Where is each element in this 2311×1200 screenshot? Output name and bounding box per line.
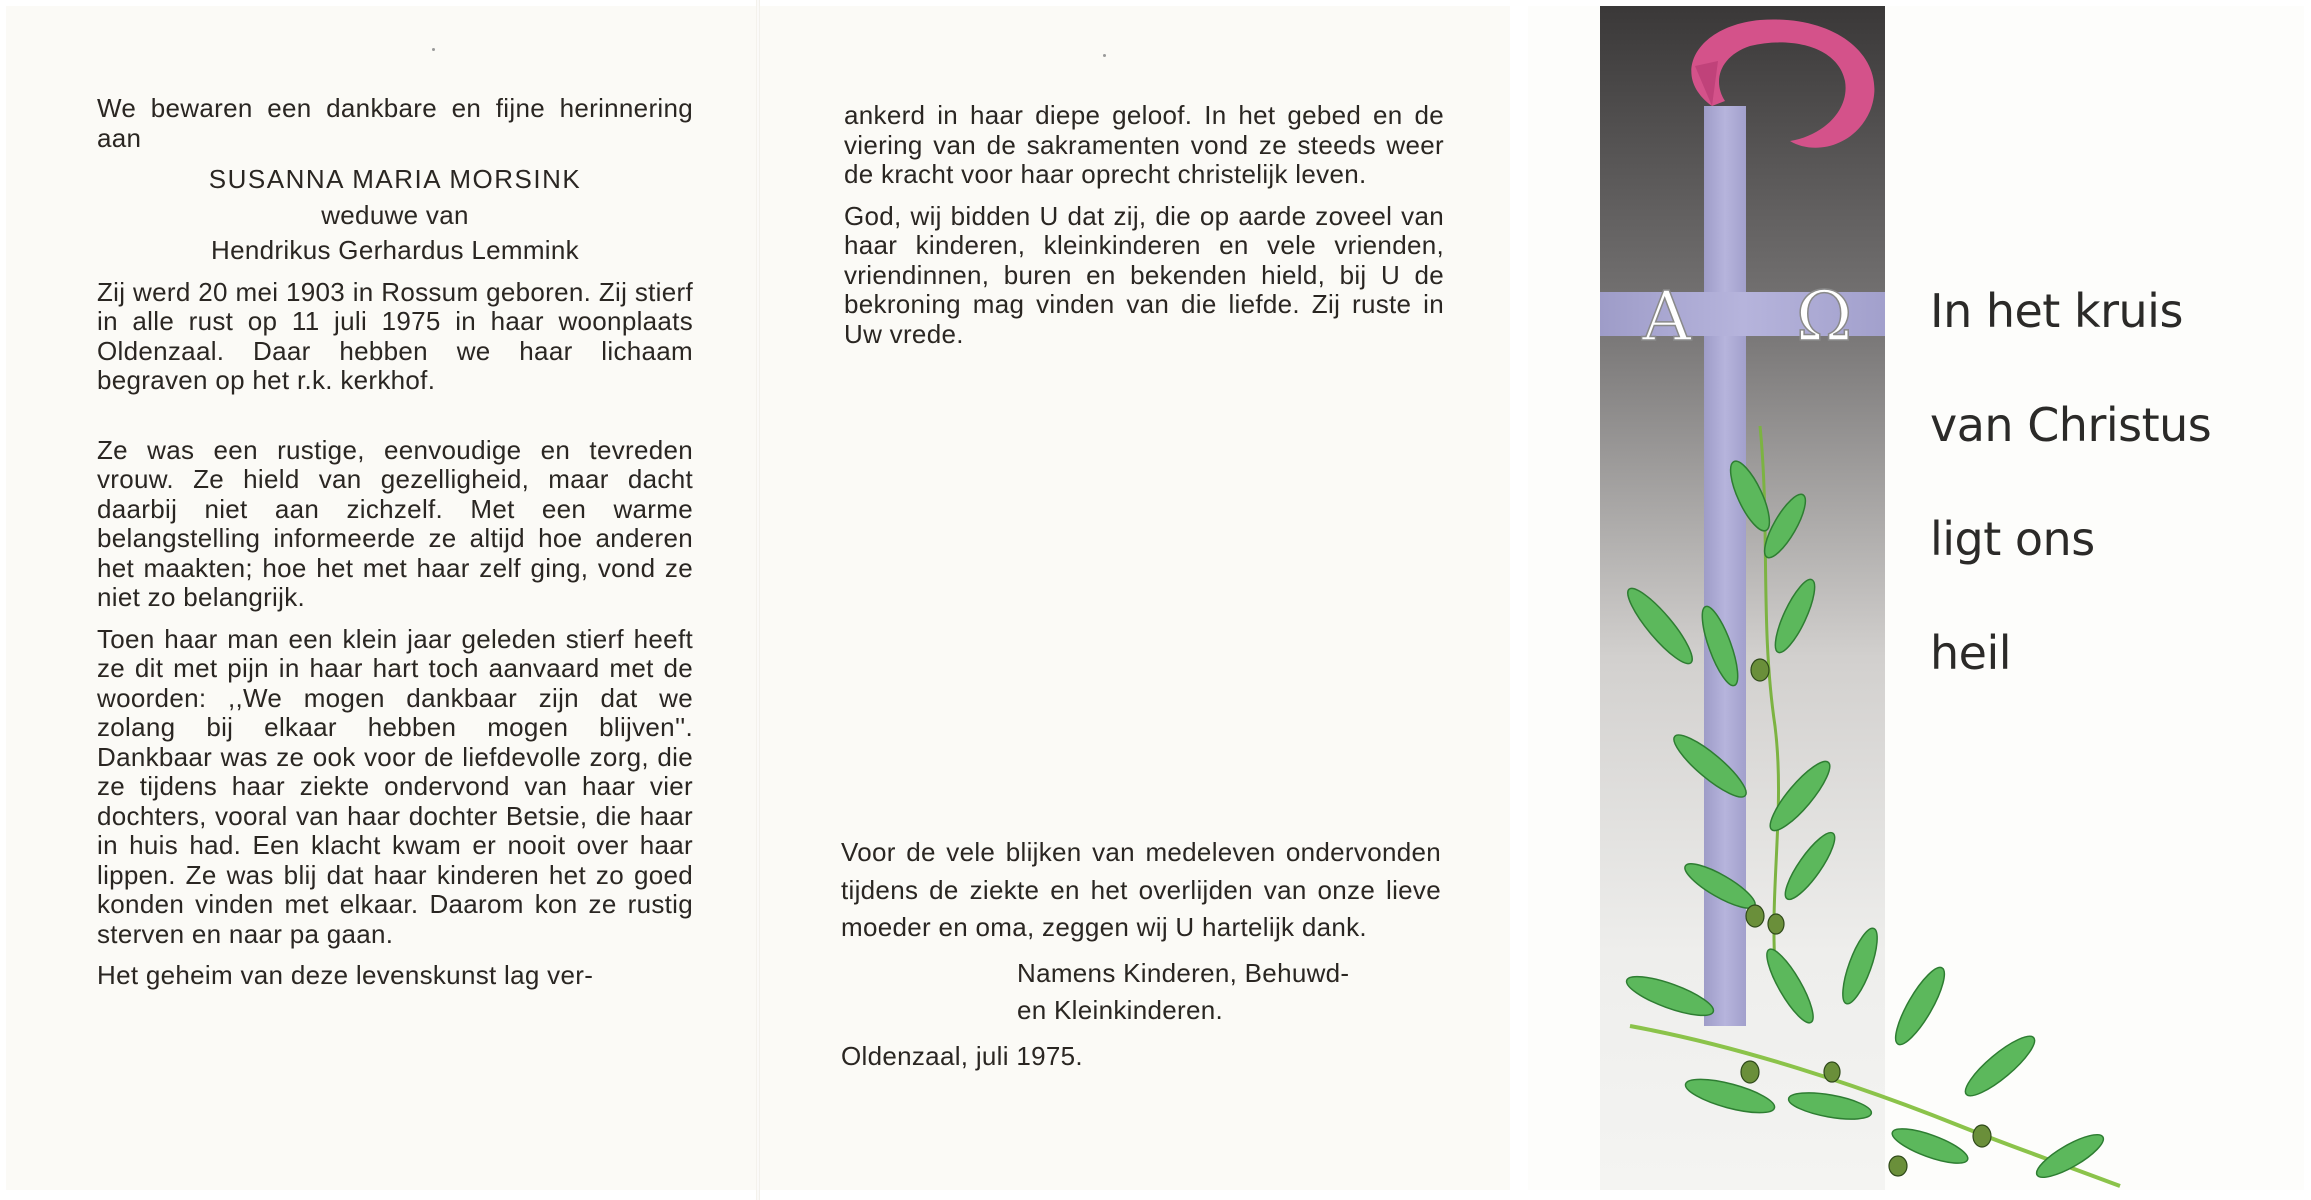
deceased-name: SUSANNA MARIA MORSINK — [208, 164, 582, 194]
signature-line-1: Namens Kinderen, Behuwd- — [1017, 957, 1350, 988]
prayer-text: God, wij bidden U dat zij, die op aarde zoveel van haar kinderen, kleinkinderen en vele vrienden, vriendinnen, buren en bekenden hield, bij U de bekroning mag vinden van die liefde. Zij ruste in Uw vrede. — [844, 200, 1444, 349]
motto-line-4: heil — [1930, 626, 2012, 680]
biography-text: Zij werd 20 mei 1903 in Rossum geboren. Zij stierf in alle rust op 11 juli 1975 in haar woonplaats Oldenzaal. Daar hebben we haar lichaam begraven op het r.k. kerkhof. — [97, 276, 693, 395]
middle-panel-text — [844, 101, 1444, 349]
husband-name: Hendrikus Gerhardus Lemmink — [211, 235, 579, 265]
fold-line-right — [1512, 0, 1528, 1200]
fold-line-left — [756, 0, 760, 1200]
motto-line-1: In het kruis — [1930, 284, 2183, 338]
omega-symbol: Ω — [1796, 278, 1853, 357]
character-text: Ze was een rustige, eenvoudige en tevreden vrouw. Ze hield van gezelligheid, maar dacht daarbij niet aan zichzelf. Met een warme belangstelling informeerde ze altijd hoe anderen het maakten; hoe het met haar zelf ging, vond ze niet zo belangrijk. — [97, 434, 693, 612]
speck — [1103, 54, 1106, 57]
motto-line-2: van Christus — [1930, 398, 2212, 452]
husband-passing-text: Toen haar man een klein jaar geleden stierf heeft ze dit met pijn in haar hart toch aanvaard met de woorden: ,,We mogen dankbaar zijn dat we zolang bij elkaar hebben mogen blijven''. Dankbaar was ze ook voor de liefdevolle zorg, die ze tijdens haar ziekte ondervond van haar vier dochters, vooral van haar dochter Betsie, die haar in huis had. Een klacht kwam er nooit over haar lippen. Ze was blij dat haar kinderen het zo goed konden vinden met elkaar. Daarom kon ze rustig sterven en naar pa gaan. — [97, 623, 693, 949]
place-date: Oldenzaal, juli 1975. — [841, 1040, 1083, 1071]
widow-of-text: weduwe van — [321, 199, 469, 230]
motto — [1930, 254, 2211, 710]
signature-line-2: en Kleinkinderen. — [1017, 995, 1224, 1025]
left-panel-text — [97, 94, 693, 991]
secret-text: Het geheim van deze levenskunst lag ver- — [97, 960, 594, 990]
alpha-symbol: Α — [1642, 278, 1692, 357]
intro-text: We bewaren een dankbare en fijne herinnering aan — [97, 93, 693, 153]
motto-line-3: ligt ons — [1930, 512, 2095, 566]
thanks-text: Voor de vele blijken van medeleven ondervonden tijdens de ziekte en het overlijden van onze lieve moeder en oma, zeggen wij U hartelijk dank. — [841, 837, 1441, 942]
faith-text: ankerd in haar diepe geloof. In het gebed en de viering van de sakramenten vond ze steeds weer de kracht voor haar oprecht christelijk leven. — [844, 100, 1444, 189]
speck — [432, 48, 435, 51]
thanks-block — [841, 834, 1441, 1075]
